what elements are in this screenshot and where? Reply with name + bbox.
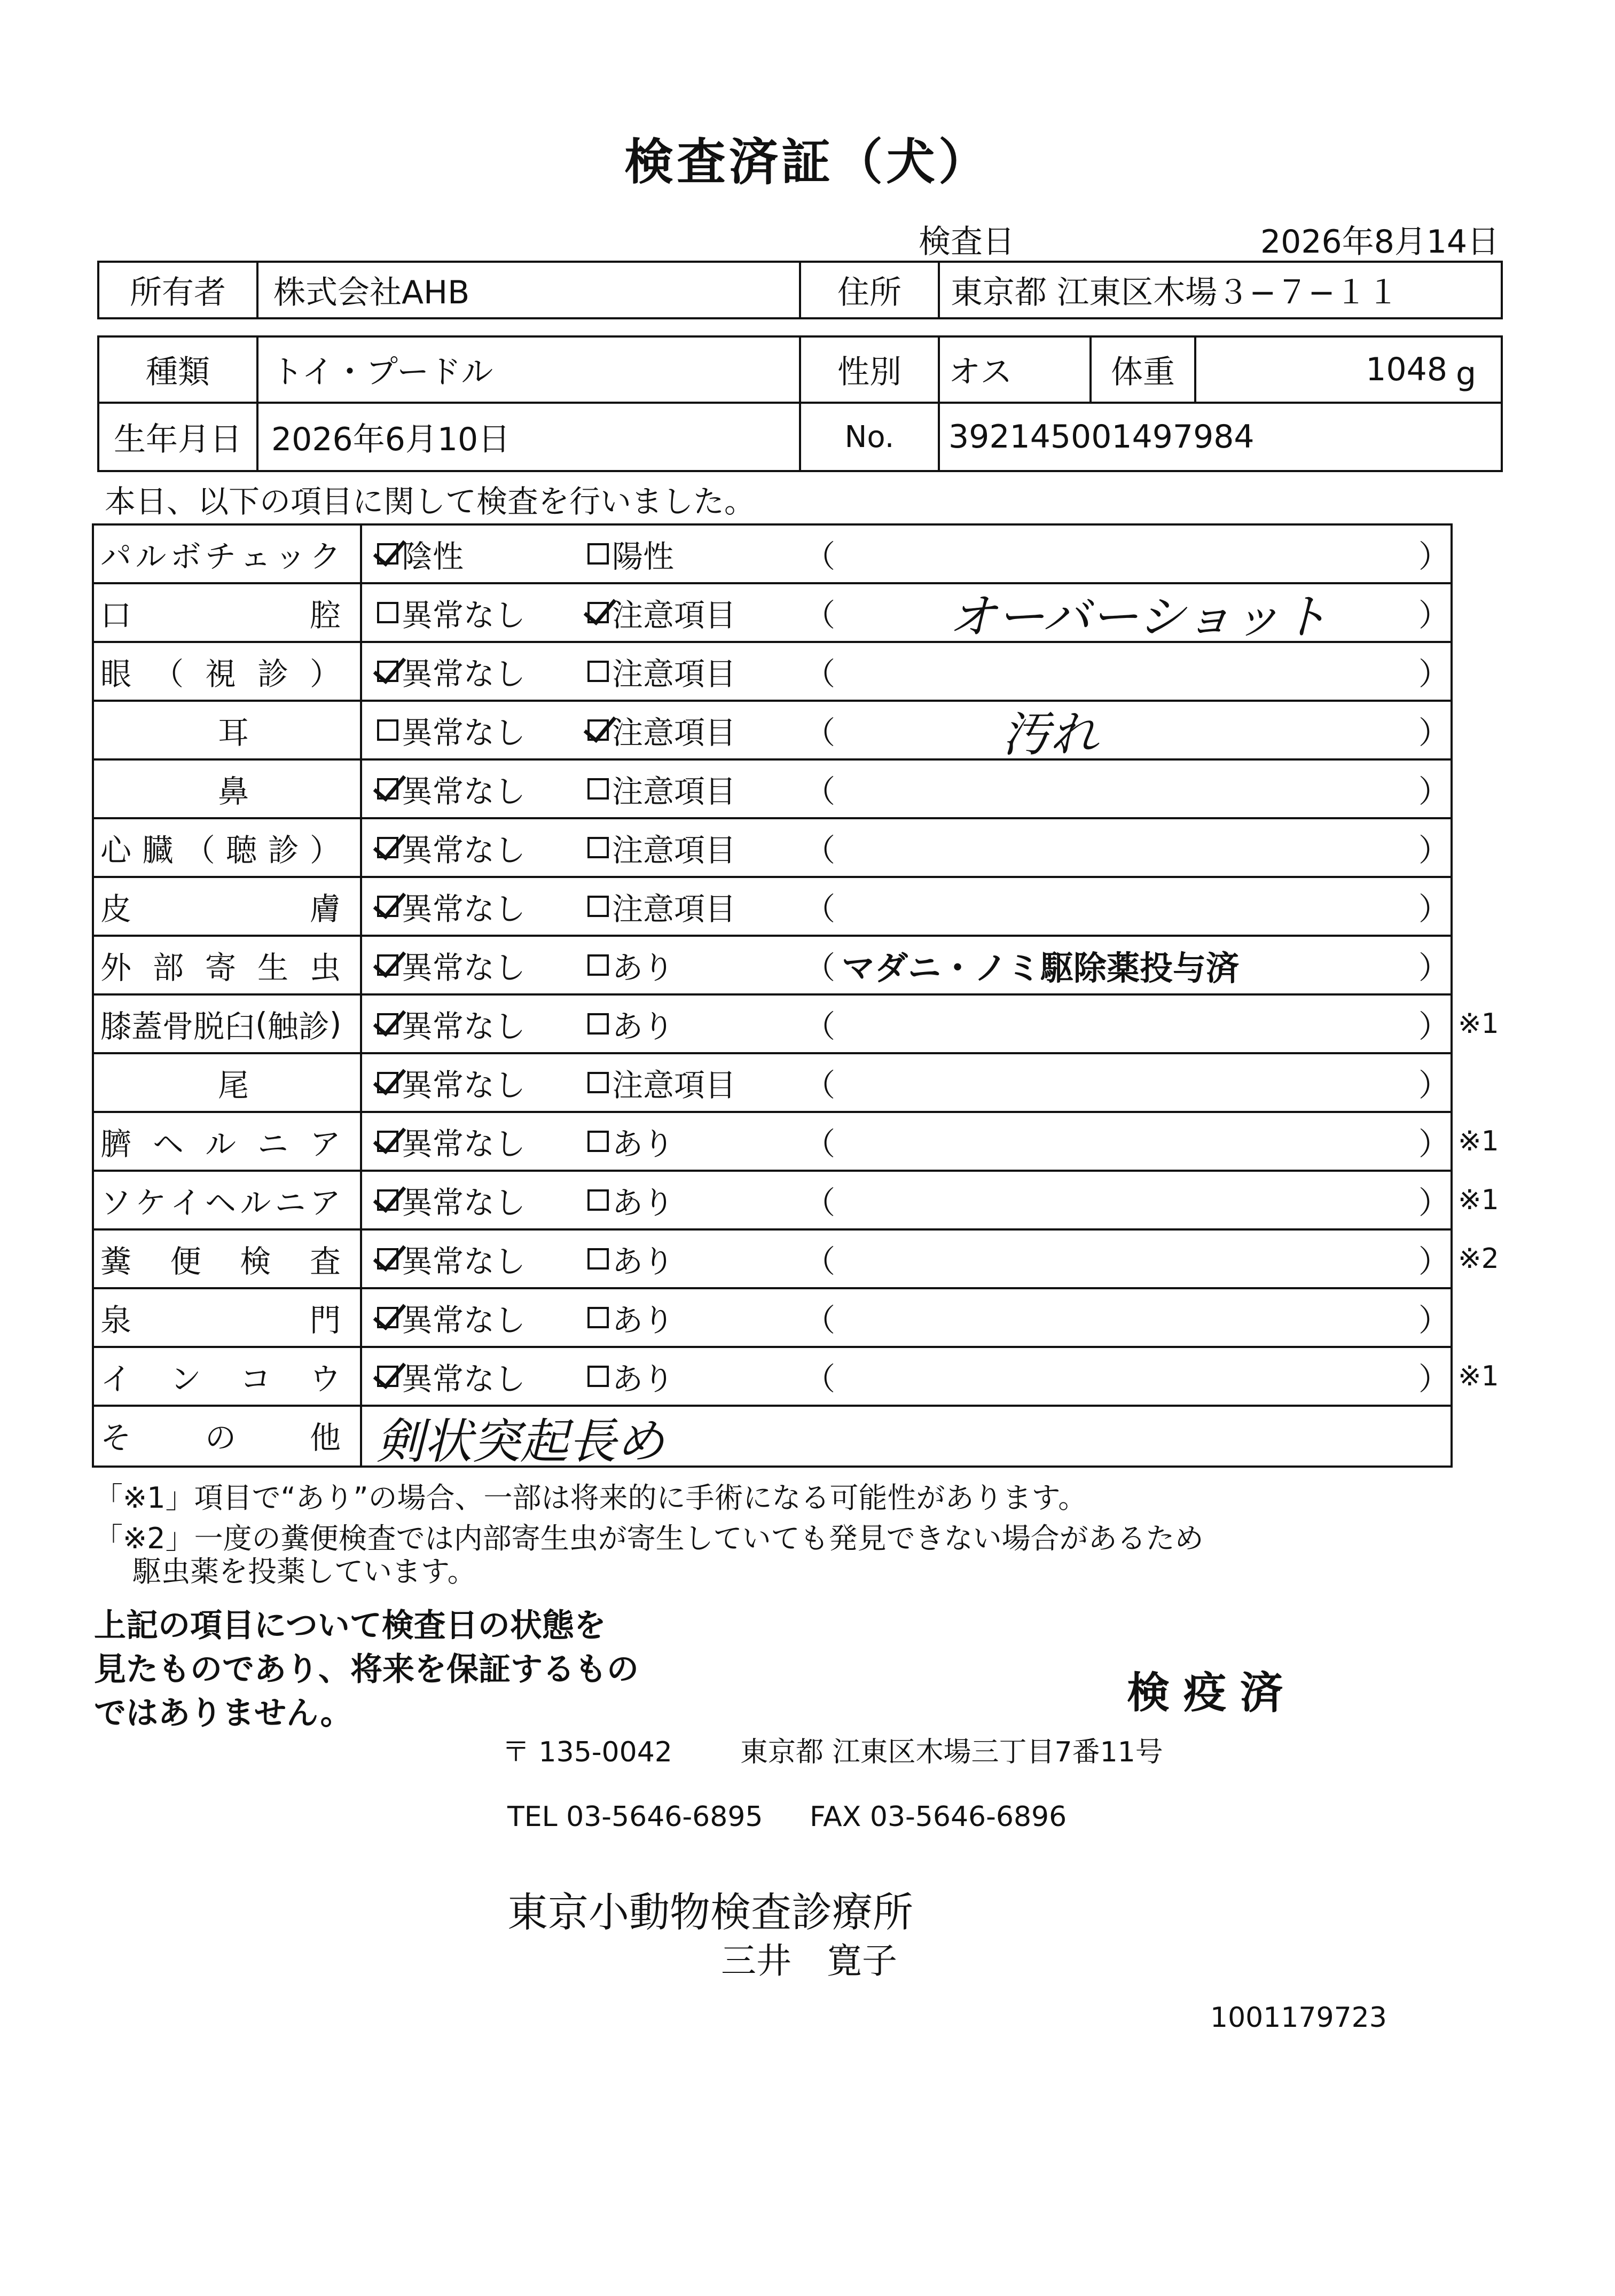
paren-close: ）: [1418, 597, 1450, 633]
paren-open: （: [804, 1243, 836, 1280]
address-label: 住所: [837, 274, 901, 311]
row-label: パ ル ボ チ ェ ッ ク: [100, 538, 341, 575]
option-1: 異常なし: [377, 584, 526, 641]
row-label: 鼻: [217, 773, 249, 810]
paren-close: ）: [1418, 1302, 1450, 1338]
paren-close: ）: [1418, 1361, 1450, 1397]
footnote-2b: 駆虫薬を投薬しています。: [132, 1555, 476, 1588]
checked-checkbox-icon[interactable]: [377, 1189, 398, 1211]
birth-value: 2026年6月10日: [271, 421, 511, 458]
checkbox-icon[interactable]: [587, 778, 609, 800]
option-2: 注意項目: [587, 819, 736, 876]
checked-checkbox-icon[interactable]: [587, 602, 609, 623]
paren-open: （: [804, 656, 836, 692]
paren-close: ）: [1418, 832, 1450, 868]
inspection-table: [92, 523, 1453, 1468]
table-row: [94, 702, 1453, 761]
checkbox-icon[interactable]: [587, 661, 609, 682]
option-1: 陰性: [377, 526, 464, 582]
paren-close: ）: [1418, 891, 1450, 927]
document-title: 検査済証（犬）: [624, 134, 991, 191]
row-footnote-mark: ※1: [1458, 1008, 1499, 1040]
disclaimer-line-3: ではありません。: [94, 1695, 352, 1732]
checked-checkbox-icon[interactable]: [377, 1307, 398, 1328]
option-1: 異常なし: [377, 643, 526, 700]
breed-label: 種類: [146, 354, 210, 391]
paren-close: ）: [1418, 715, 1450, 751]
table-row: [94, 1231, 1453, 1289]
paren-open: （: [804, 715, 836, 751]
option-1: 異常なし: [377, 819, 526, 876]
other-label: そ の 他: [100, 1420, 341, 1456]
checkbox-icon[interactable]: [587, 1072, 609, 1093]
paren-close: ）: [1418, 1243, 1450, 1280]
handwritten-remark: オーバーショット: [948, 589, 1329, 645]
row-label: 膝 蓋 骨 脱 臼 ( 触 診 ): [100, 1006, 342, 1045]
option-1: 異常なし: [377, 878, 526, 935]
row-label: 泉 門: [100, 1302, 341, 1338]
clinic-fax: FAX 03-5646-6896: [810, 1801, 1067, 1833]
table-row: [94, 996, 1453, 1054]
weight-value: 1048: [1366, 351, 1447, 388]
checkbox-icon[interactable]: [587, 1131, 609, 1152]
row-label: 口 腔: [100, 597, 341, 633]
option-2: あり: [587, 1113, 674, 1170]
footnote-1: 「※1」項目で“あり”の場合、一部は将来的に手術になる可能性があります。: [94, 1481, 1087, 1515]
footnote-2a: 「※2」一度の糞便検査では内部寄生虫が寄生していても発見できない場合があるため: [94, 1522, 1204, 1555]
row-label: 眼 （ 視 診 ）: [100, 656, 341, 692]
paren-open: （: [804, 1185, 836, 1221]
option-1: 異常なし: [377, 1231, 526, 1287]
paren-close: ）: [1418, 538, 1450, 575]
option-1: 異常なし: [377, 937, 526, 993]
checked-checkbox-icon[interactable]: [377, 896, 398, 917]
option-2: 注意項目: [587, 878, 736, 935]
paren-open: （: [804, 1126, 836, 1162]
row-label: 尾: [217, 1067, 249, 1103]
row-label: イ ン コ ウ: [100, 1361, 341, 1397]
option-2: あり: [587, 1172, 674, 1228]
checked-checkbox-icon[interactable]: [377, 1072, 398, 1093]
option-2: あり: [587, 996, 674, 1052]
table-row: [94, 819, 1453, 878]
row-label: 皮 膚: [100, 891, 341, 927]
no-label: No.: [844, 419, 895, 455]
option-1: 異常なし: [377, 1113, 526, 1170]
weight-label: 体重: [1111, 354, 1175, 391]
inspection-date-label: 検査日: [919, 223, 1015, 261]
checked-checkbox-icon[interactable]: [377, 543, 398, 565]
paren-open: （: [804, 773, 836, 810]
option-2: あり: [587, 1289, 674, 1346]
paren-close: ）: [1418, 1126, 1450, 1162]
table-row: [94, 1348, 1453, 1407]
row-label: 心 臓 （ 聴 診 ）: [100, 832, 341, 868]
paren-open: （: [804, 1302, 836, 1338]
birth-label: 生年月日: [114, 421, 242, 458]
paren-open: （: [804, 1361, 836, 1397]
handwritten-remark: 汚れ: [1002, 707, 1098, 763]
quarantine-stamp: 検疫済: [1127, 1668, 1297, 1718]
table-row: [94, 1054, 1453, 1113]
clinic-name: 東京小動物検査診療所: [507, 1888, 913, 1936]
inspection-date: 2026年8月14日: [1260, 223, 1500, 261]
paren-close: ）: [1418, 773, 1450, 810]
postal-code: 〒 135-0042: [502, 1736, 672, 1768]
checkbox-icon[interactable]: [587, 1189, 609, 1211]
option-1: 異常なし: [377, 1172, 526, 1228]
checked-checkbox-icon[interactable]: [377, 954, 398, 976]
checked-checkbox-icon[interactable]: [587, 719, 609, 741]
checkbox-icon[interactable]: [587, 1307, 609, 1328]
paren-open: （: [804, 1008, 836, 1045]
checkbox-icon[interactable]: [377, 719, 398, 741]
row-label: 外 部 寄 生 虫: [100, 950, 341, 986]
checked-checkbox-icon[interactable]: [377, 778, 398, 800]
vet-name: 三井 寛子: [721, 1940, 897, 1981]
row-footnote-mark: ※1: [1458, 1360, 1499, 1392]
row-label: ソ ケ イ ヘ ル ニ ア: [100, 1185, 341, 1221]
sex-label: 性別: [837, 354, 901, 391]
owner-label: 所有者: [130, 274, 226, 311]
checkbox-icon[interactable]: [587, 1248, 609, 1270]
table-row: [94, 1289, 1453, 1348]
checkbox-icon[interactable]: [587, 1013, 609, 1035]
table-row: [94, 761, 1453, 819]
option-2: 注意項目: [587, 702, 736, 758]
other-row: [94, 1407, 1453, 1468]
intro-text: 本日、以下の項目に関して検査を行いました。: [105, 483, 756, 520]
checked-checkbox-icon[interactable]: [377, 837, 398, 858]
microchip-number: 392145001497984: [948, 418, 1255, 456]
option-2: 注意項目: [587, 1054, 736, 1111]
option-2: あり: [587, 937, 674, 993]
paren-close: ）: [1418, 656, 1450, 692]
option-1: 異常なし: [377, 996, 526, 1052]
option-1: 異常なし: [377, 1348, 526, 1405]
table-row: [94, 584, 1453, 643]
row-footnote-mark: ※2: [1458, 1243, 1499, 1275]
option-1: 異常なし: [377, 761, 526, 817]
owner-value: 株式会社AHB: [273, 274, 470, 311]
table-row: [94, 526, 1453, 584]
weight-unit: g: [1456, 355, 1477, 393]
paren-open: （: [804, 891, 836, 927]
table-row: [94, 878, 1453, 937]
row-label: 臍 ヘ ル ニ ア: [100, 1126, 341, 1162]
clinic-tel: TEL 03-5646-6895: [507, 1801, 763, 1833]
table-row: [94, 937, 1453, 996]
other-handwriting: 剣状突起長め: [376, 1414, 664, 1470]
paren-close: ）: [1418, 1067, 1450, 1103]
paren-close: ）: [1418, 950, 1450, 986]
checkbox-icon[interactable]: [587, 837, 609, 858]
checkbox-icon[interactable]: [587, 543, 609, 565]
paren-open: （: [804, 538, 836, 575]
disclaimer-line-2: 見たものであり、将来を保証するもの: [94, 1651, 639, 1688]
option-1: 異常なし: [377, 702, 526, 758]
option-1: 異常なし: [377, 1054, 526, 1111]
checkbox-icon[interactable]: [587, 954, 609, 976]
checked-checkbox-icon[interactable]: [377, 661, 398, 682]
paren-open: （: [804, 950, 836, 986]
clinic-address: 東京都 江東区木場三丁目7番11号: [740, 1736, 1163, 1768]
checkbox-icon[interactable]: [587, 1366, 609, 1387]
option-1: 異常なし: [377, 1289, 526, 1346]
row-footnote-mark: ※1: [1458, 1125, 1499, 1157]
sex-value: オス: [948, 354, 1013, 391]
option-2: あり: [587, 1231, 674, 1287]
option-2: 注意項目: [587, 584, 736, 641]
option-2: 注意項目: [587, 643, 736, 700]
checkbox-icon[interactable]: [377, 602, 398, 623]
checked-checkbox-icon[interactable]: [377, 1131, 398, 1152]
option-2: 陽性: [587, 526, 674, 582]
checked-checkbox-icon[interactable]: [377, 1013, 398, 1035]
checked-checkbox-icon[interactable]: [377, 1248, 398, 1270]
row-footnote-mark: ※1: [1458, 1184, 1499, 1216]
paren-close: ）: [1418, 1008, 1450, 1045]
breed-value: トイ・プードル: [271, 354, 493, 391]
checked-checkbox-icon[interactable]: [377, 1366, 398, 1387]
paren-open: （: [804, 832, 836, 868]
row-label: 耳: [217, 715, 249, 751]
remark-text: マダニ・ノミ駆除薬投与済: [842, 948, 1240, 988]
paren-open: （: [804, 597, 836, 633]
paren-close: ）: [1418, 1185, 1450, 1221]
row-label: 糞 便 検 査: [100, 1243, 341, 1280]
option-2: あり: [587, 1348, 674, 1405]
checkbox-icon[interactable]: [587, 896, 609, 917]
disclaimer-line-1: 上記の項目について検査日の状態を: [94, 1607, 606, 1644]
table-row: [94, 1172, 1453, 1231]
table-row: [94, 1113, 1453, 1172]
table-row: [94, 643, 1453, 702]
option-2: 注意項目: [587, 761, 736, 817]
address-value: 東京都 江東区木場３−７−１１: [951, 274, 1399, 311]
paren-open: （: [804, 1067, 836, 1103]
document-id: 1001179723: [1210, 2002, 1387, 2034]
